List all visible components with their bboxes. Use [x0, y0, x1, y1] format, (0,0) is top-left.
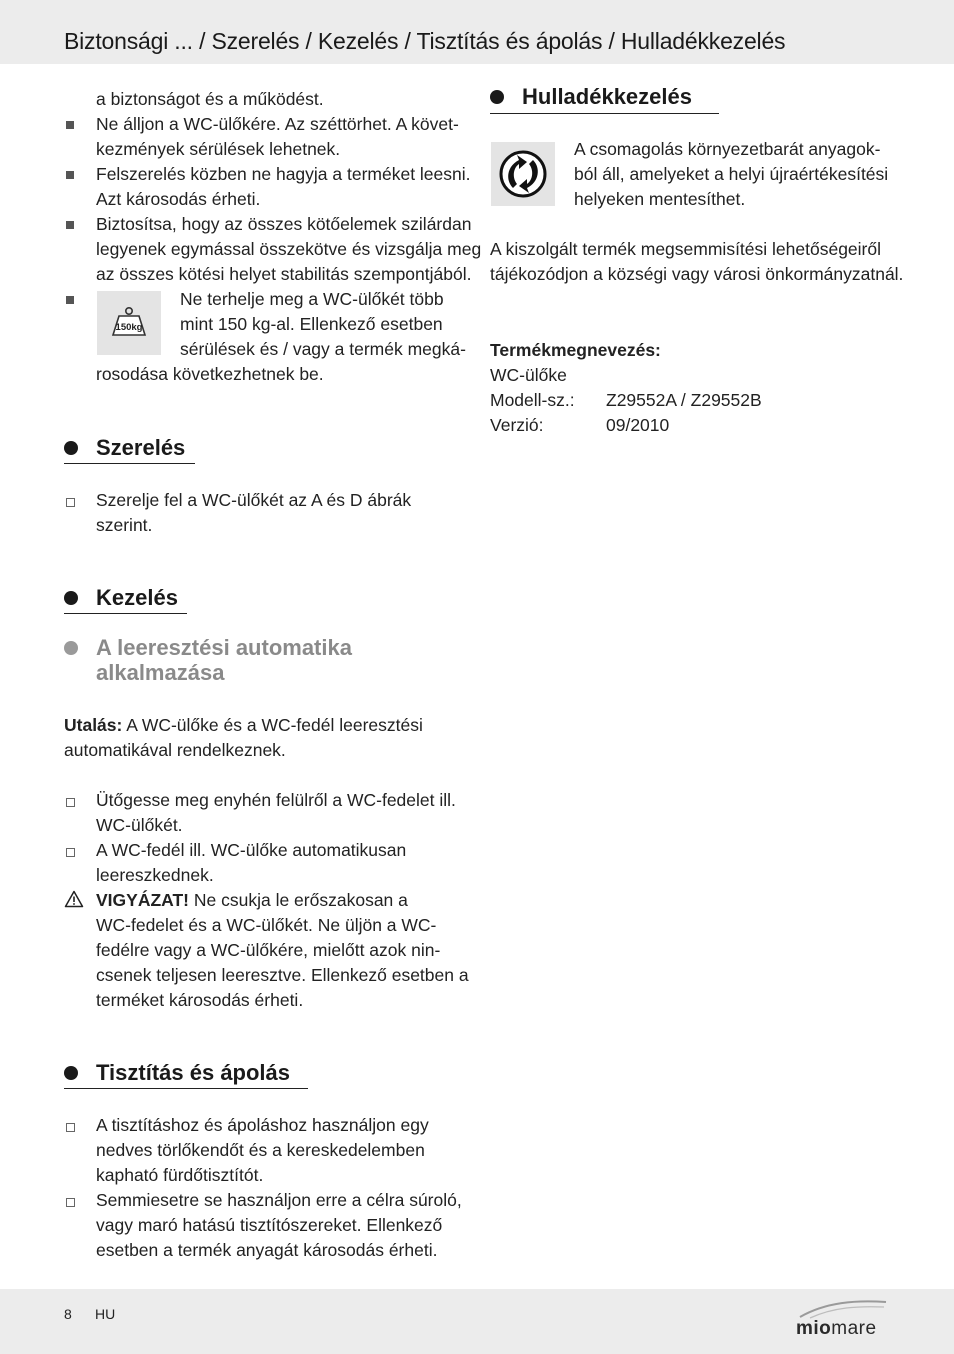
heading-szereles: Szerelés: [96, 435, 186, 460]
logo-swoosh-icon: [796, 1298, 888, 1320]
version-label: Verzió:: [490, 415, 544, 435]
step-checkbox-icon: [66, 498, 75, 507]
weight-limit-icon: [97, 291, 161, 355]
product-name: WC-ülőke: [490, 365, 567, 385]
section-bullet-icon: [64, 591, 78, 605]
subsection-bullet-icon: [64, 641, 78, 655]
miomare-logo: [796, 1298, 888, 1342]
warning-line: fedélre vagy a WC-ülőkére, mielőtt azok nin-: [96, 940, 441, 960]
tisztitas-line: A tisztításhoz és ápoláshoz használjon egy: [96, 1115, 429, 1135]
subheading-leeresztes: A leeresztési automatika: [96, 635, 352, 660]
safety-line: az összes kötési helyet stabilitás szempontjából.: [96, 264, 472, 284]
hulladek-icon-line: ból áll, amelyeket a helyi újraértékesítési: [574, 164, 889, 184]
hulladek-icon-line: A csomagolás környezetbarát anyagok-: [574, 139, 881, 159]
version-value: 09/2010: [606, 415, 670, 435]
page-title: Biztonsági ... / Szerelés / Kezelés / Tisztítás és ápolás / Hulladékkezelés: [64, 28, 786, 54]
model-value: Z29552A / Z29552B: [606, 390, 762, 410]
heading-underline: [490, 113, 719, 114]
section-bullet-icon: [490, 90, 504, 104]
safety-line: Biztosítsa, hogy az összes kötőelemek szilárdan: [96, 214, 472, 234]
safety-line: Felszerelés közben ne hagyja a terméket leesni.: [96, 164, 471, 184]
kezeles-line: Ütőgesse meg enyhén felülről a WC-fedelet ill.: [96, 790, 456, 810]
warning-text: Ne csukja le erőszakosan a: [189, 890, 408, 910]
safety-line: Azt károsodás érheti.: [96, 189, 261, 209]
note-line: automatikával rendelkeznek.: [64, 740, 286, 760]
logo-text-bold: mio: [796, 1318, 832, 1339]
szereles-line: Szerelje fel a WC-ülőkét az A és D ábrák: [96, 490, 412, 510]
subheading-leeresztes-2: alkalmazása: [96, 660, 225, 685]
safety-line: legyenek egymással összekötve és vizsgálja meg: [96, 239, 482, 259]
safety-line: a biztonságot és a működést.: [96, 89, 324, 109]
logo-text-rest: mare: [831, 1318, 877, 1339]
hulladek-para-line: tájékozódjon a községi vagy városi önkormányzatnál.: [490, 264, 904, 284]
step-checkbox-icon: [66, 1198, 75, 1207]
weight-icon-label: 150kg: [115, 322, 143, 333]
warning-line: csenek teljesen leeresztve. Ellenkező esetben a: [96, 965, 469, 985]
warning-line: terméket károsodás érheti.: [96, 990, 304, 1010]
step-checkbox-icon: [66, 798, 75, 807]
tisztitas-line: nedves törlőkendőt és a kereskedelemben: [96, 1140, 425, 1160]
green-dot-recycling-icon: [491, 142, 555, 206]
note-paragraph: [64, 713, 423, 738]
note-label: Utalás:: [64, 715, 123, 735]
heading-hulladek: Hulladékkezelés: [522, 84, 692, 109]
logo-text: [796, 1318, 877, 1340]
heading-tisztitas: Tisztítás és ápolás: [96, 1060, 291, 1085]
heading-underline: [64, 613, 187, 614]
note-text: A WC-ülőke és a WC-fedél leeresztési: [122, 715, 423, 735]
bullet-square: [66, 221, 74, 229]
heading-underline: [64, 463, 195, 464]
section-bullet-icon: [64, 441, 78, 455]
szereles-line: szerint.: [96, 515, 153, 535]
warning-label: VIGYÁZAT!: [96, 890, 190, 910]
step-checkbox-icon: [66, 1123, 75, 1132]
kezeles-line: A WC-fedél ill. WC-ülőke automatikusan: [96, 840, 407, 860]
warning-triangle-icon: [64, 890, 84, 908]
heading-underline: [64, 1088, 308, 1089]
tisztitas-line: Semmiesetre se használjon erre a célra súroló,: [96, 1190, 462, 1210]
step-checkbox-icon: [66, 848, 75, 857]
bullet-square: [66, 121, 74, 129]
kezeles-line: WC-ülőkét.: [96, 815, 183, 835]
heading-kezeles: Kezelés: [96, 585, 178, 610]
bullet-square: [66, 171, 74, 179]
hulladek-icon-line: helyeken mentesíthet.: [574, 189, 746, 209]
safety-line: Ne terhelje meg a WC-ülőkét több: [180, 289, 444, 309]
safety-line: sérülések és / vagy a termék megká-: [180, 339, 466, 359]
section-bullet-icon: [64, 1066, 78, 1080]
tisztitas-line: vagy maró hatású tisztítószereket. Ellenkező: [96, 1215, 443, 1235]
bullet-square: [66, 296, 74, 304]
warning-line: WC-fedelet és a WC-ülőkét. Ne üljön a WC-: [96, 915, 437, 935]
tisztitas-line: esetben a termék anyagát károsodás érheti.: [96, 1240, 438, 1260]
tisztitas-line: kapható fürdőtisztítót.: [96, 1165, 264, 1185]
hulladek-para-line: A kiszolgált termék megsemmisítési lehetőségeiről: [490, 239, 881, 259]
safety-line: Ne álljon a WC-ülőkére. Az széttörhet. A követ-: [96, 114, 459, 134]
safety-line: mint 150 kg-al. Ellenkező esetben: [180, 314, 443, 334]
safety-line: kezmények sérülések lehetnek.: [96, 139, 341, 159]
product-title: Termékmegnevezés:: [490, 340, 661, 360]
warning-paragraph: [96, 888, 408, 913]
kezeles-line: leereszkednek.: [96, 865, 214, 885]
safety-line: rosodása következhetnek be.: [96, 364, 324, 384]
language-code: HU: [95, 1306, 116, 1322]
page-number: 8: [64, 1306, 72, 1322]
model-label: Modell-sz.:: [490, 390, 575, 410]
page-header: [0, 0, 954, 64]
